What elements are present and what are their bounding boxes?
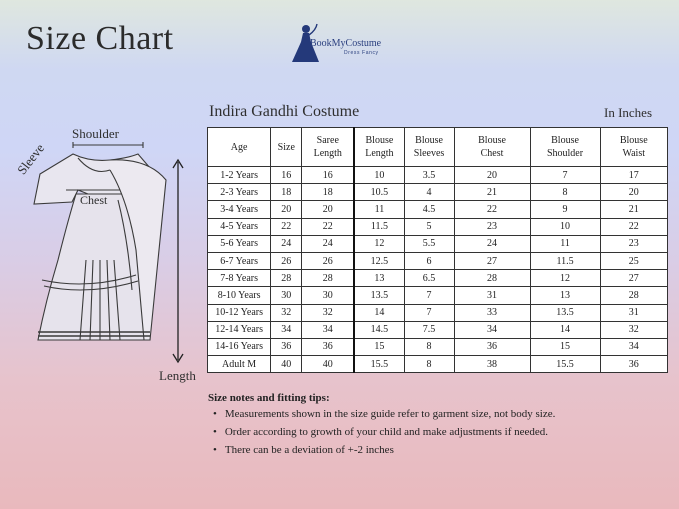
units-label: In Inches: [604, 105, 653, 120]
table-cell: 16: [271, 167, 302, 184]
table-cell: 11: [354, 201, 404, 218]
note-item: • Measurements shown in the size guide refer to garment size, not body size.: [213, 405, 555, 423]
table-cell: 8: [404, 338, 454, 355]
table-cell: 1-2 Years: [208, 167, 271, 184]
table-cell: 15.5: [354, 356, 404, 373]
table-row: [208, 201, 668, 218]
table-cell: 4-5 Years: [208, 218, 271, 235]
chest-label: Chest: [80, 193, 108, 207]
table-cell: 13.5: [354, 287, 404, 304]
notes-list: [213, 405, 555, 459]
table-cell: 30: [302, 287, 354, 304]
table-cell: 13: [354, 270, 404, 287]
table-cell: 20: [600, 184, 667, 201]
table-cell: 7-8 Years: [208, 270, 271, 287]
table-row: [208, 304, 668, 321]
table-cell: 17: [600, 167, 667, 184]
brand-name: BookMyCostume: [310, 38, 382, 49]
table-cell: 13.5: [530, 304, 600, 321]
table-cell: 32: [271, 304, 302, 321]
sleeve-label: Sleeve: [14, 140, 48, 178]
table-cell: 36: [454, 338, 530, 355]
table-cell: 9: [530, 201, 600, 218]
table-cell: 10: [354, 167, 404, 184]
table-cell: 26: [302, 252, 354, 269]
table-cell: 34: [271, 321, 302, 338]
table-cell: 5.5: [404, 235, 454, 252]
table-cell: 20: [454, 167, 530, 184]
table-cell: 34: [454, 321, 530, 338]
table-cell: 14: [354, 304, 404, 321]
table-cell: 7: [404, 287, 454, 304]
table-cell: 34: [302, 321, 354, 338]
size-table-body: [208, 167, 668, 373]
table-row: [208, 184, 668, 201]
table-row: [208, 287, 668, 304]
table-cell: 14: [530, 321, 600, 338]
size-table: [207, 127, 668, 373]
table-cell: 26: [271, 252, 302, 269]
table-cell: 23: [454, 218, 530, 235]
header-saree-length: Saree Length: [302, 128, 354, 167]
table-cell: 28: [454, 270, 530, 287]
table-cell: 7: [530, 167, 600, 184]
table-cell: 10: [530, 218, 600, 235]
table-cell: 8-10 Years: [208, 287, 271, 304]
table-cell: 5: [404, 218, 454, 235]
brand-tagline: Dress Fancy: [344, 50, 379, 56]
table-cell: 27: [600, 270, 667, 287]
table-cell: 27: [454, 252, 530, 269]
table-row: [208, 321, 668, 338]
table-cell: 36: [600, 356, 667, 373]
table-cell: 6: [404, 252, 454, 269]
table-cell: 36: [302, 338, 354, 355]
table-cell: 36: [271, 338, 302, 355]
table-row: [208, 270, 668, 287]
table-cell: 11.5: [354, 218, 404, 235]
table-cell: 12-14 Years: [208, 321, 271, 338]
notes-title: Size notes and fitting tips:: [208, 392, 330, 404]
table-cell: 28: [302, 270, 354, 287]
table-cell: 30: [271, 287, 302, 304]
table-cell: 3.5: [404, 167, 454, 184]
table-cell: 10-12 Years: [208, 304, 271, 321]
table-cell: Adult M: [208, 356, 271, 373]
table-cell: 40: [271, 356, 302, 373]
note-item: • There can be a deviation of +-2 inches: [213, 441, 555, 459]
table-cell: 14-16 Years: [208, 338, 271, 355]
table-cell: 6-7 Years: [208, 252, 271, 269]
note-item: • Order according to growth of your child and make adjustments if needed.: [213, 423, 555, 441]
table-cell: 33: [454, 304, 530, 321]
table-cell: 31: [600, 304, 667, 321]
header-blouse-sleeves: Blouse Sleeves: [404, 128, 454, 167]
table-cell: 32: [302, 304, 354, 321]
table-cell: 22: [271, 218, 302, 235]
length-label: Length: [159, 368, 196, 383]
table-cell: 21: [600, 201, 667, 218]
header-blouse-waist: Blouse Waist: [600, 128, 667, 167]
table-cell: 8: [530, 184, 600, 201]
table-cell: 11: [530, 235, 600, 252]
table-cell: 24: [454, 235, 530, 252]
table-cell: 20: [302, 201, 354, 218]
table-row: [208, 235, 668, 252]
table-cell: 28: [271, 270, 302, 287]
table-cell: 16: [302, 167, 354, 184]
table-row: [208, 167, 668, 184]
table-cell: 2-3 Years: [208, 184, 271, 201]
table-cell: 15: [530, 338, 600, 355]
table-cell: 40: [302, 356, 354, 373]
brand-logo: [286, 22, 406, 66]
table-row: [208, 218, 668, 235]
table-cell: 4.5: [404, 201, 454, 218]
table-cell: 3-4 Years: [208, 201, 271, 218]
table-cell: 5-6 Years: [208, 235, 271, 252]
table-cell: 18: [271, 184, 302, 201]
table-header-row: [208, 128, 668, 167]
table-cell: 20: [271, 201, 302, 218]
table-cell: 38: [454, 356, 530, 373]
table-cell: 13: [530, 287, 600, 304]
table-cell: 28: [600, 287, 667, 304]
table-cell: 31: [454, 287, 530, 304]
header-blouse-length: Blouse Length: [354, 128, 404, 167]
table-row: [208, 338, 668, 355]
table-cell: 6.5: [404, 270, 454, 287]
header-size: Size: [271, 128, 302, 167]
table-row: [208, 252, 668, 269]
table-cell: 14.5: [354, 321, 404, 338]
saree-illustration: [18, 140, 168, 375]
table-cell: 7: [404, 304, 454, 321]
table-cell: 10.5: [354, 184, 404, 201]
table-cell: 25: [600, 252, 667, 269]
table-cell: 8: [404, 356, 454, 373]
table-cell: 32: [600, 321, 667, 338]
table-cell: 12.5: [354, 252, 404, 269]
table-cell: 22: [454, 201, 530, 218]
header-blouse-chest: Blouse Chest: [454, 128, 530, 167]
table-cell: 12: [530, 270, 600, 287]
table-cell: 22: [600, 218, 667, 235]
table-cell: 22: [302, 218, 354, 235]
header-age: Age: [208, 128, 271, 167]
header-blouse-shoulder: Blouse Shoulder: [530, 128, 600, 167]
table-cell: 34: [600, 338, 667, 355]
table-cell: 12: [354, 235, 404, 252]
table-cell: 15: [354, 338, 404, 355]
table-cell: 18: [302, 184, 354, 201]
length-arrow-icon: [170, 158, 186, 364]
table-cell: 4: [404, 184, 454, 201]
table-cell: 24: [302, 235, 354, 252]
table-cell: 24: [271, 235, 302, 252]
table-cell: 11.5: [530, 252, 600, 269]
table-cell: 7.5: [404, 321, 454, 338]
table-row: [208, 356, 668, 373]
page-title: Size Chart: [26, 20, 174, 57]
table-cell: 23: [600, 235, 667, 252]
shoulder-label: Shoulder: [72, 126, 119, 141]
costume-title: Indira Gandhi Costume: [209, 103, 360, 120]
table-cell: 15.5: [530, 356, 600, 373]
table-cell: 21: [454, 184, 530, 201]
